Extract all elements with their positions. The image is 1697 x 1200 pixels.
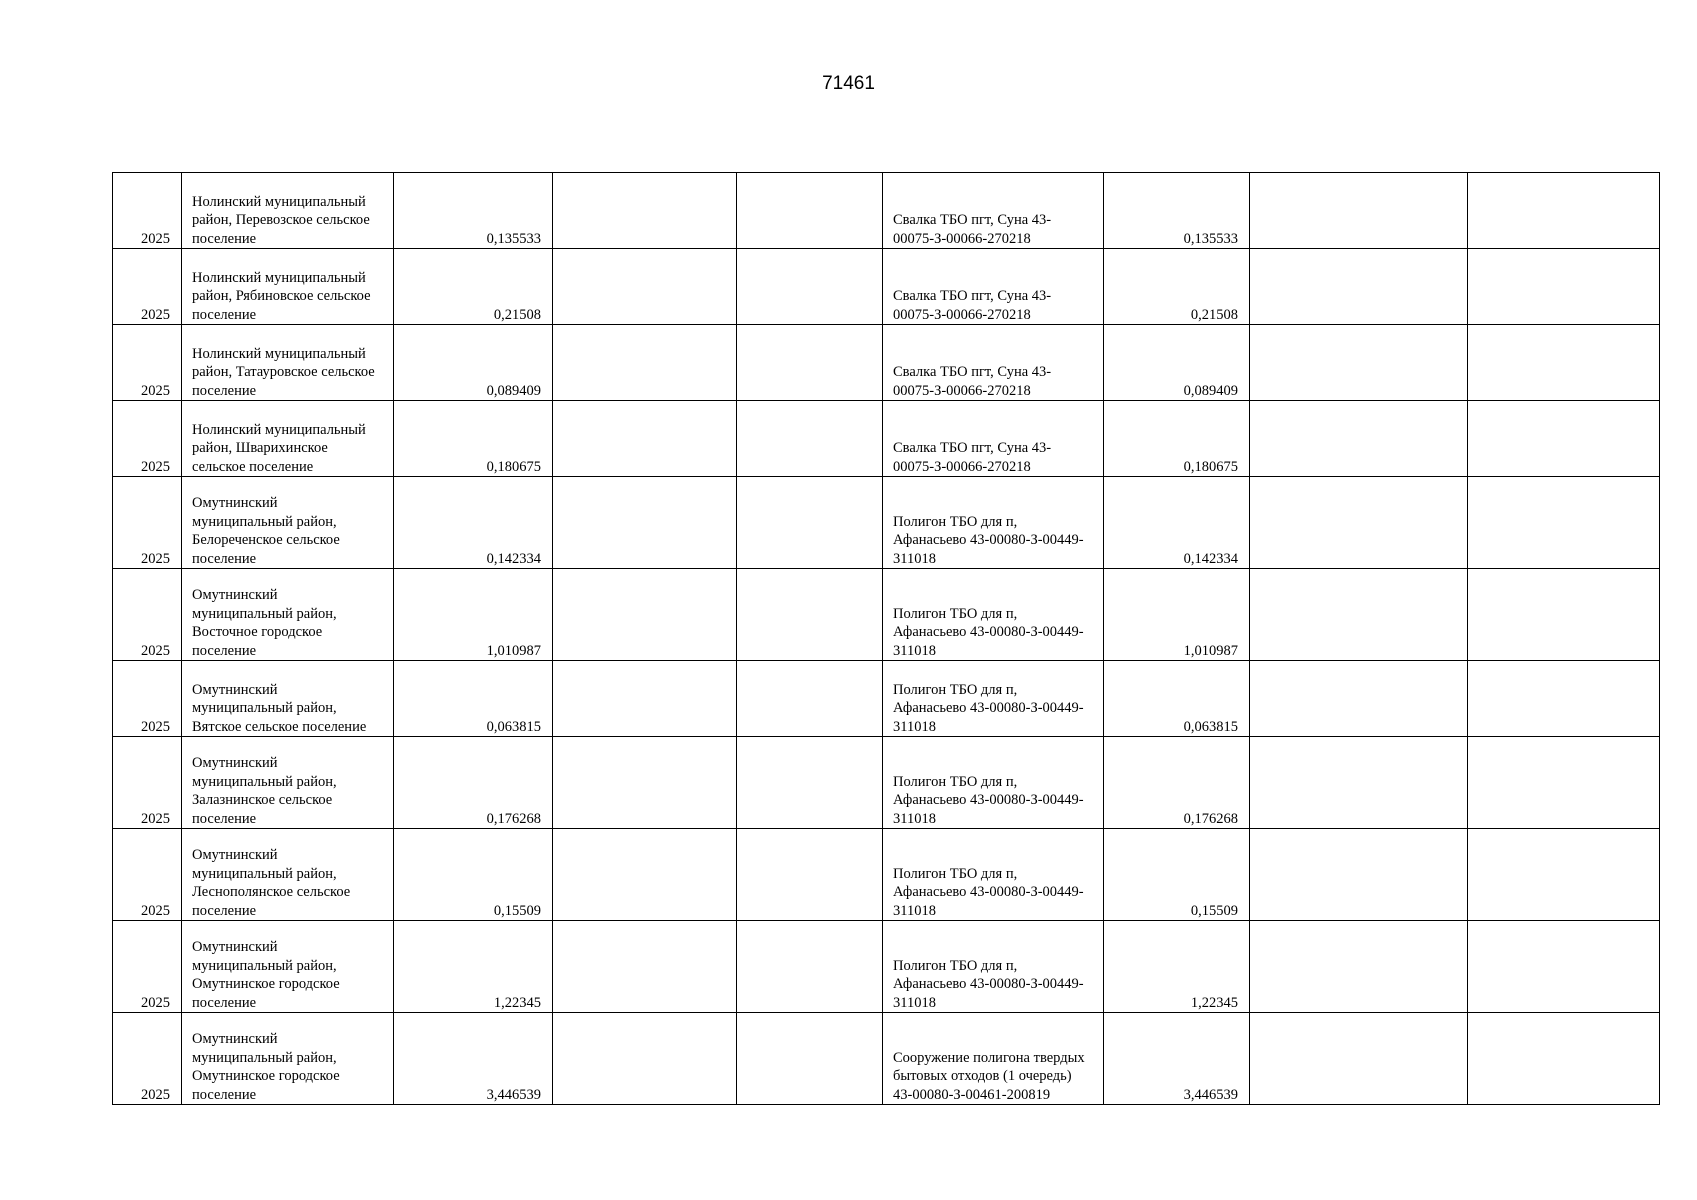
empty-cell [553, 173, 737, 249]
empty-cell [737, 477, 883, 569]
empty-cell [1250, 401, 1468, 477]
empty-cell [737, 921, 883, 1013]
territory-cell: Омутнинский муниципальный район, Леснополянское сельское поселение [182, 829, 394, 921]
empty-cell [737, 569, 883, 661]
facility-amount-cell: 0,15509 [1104, 829, 1250, 921]
empty-cell [1250, 173, 1468, 249]
territory-cell: Нолинский муниципальный район, Татауровское сельское поселение [182, 325, 394, 401]
table-body [113, 173, 1660, 1105]
empty-cell [1468, 921, 1660, 1013]
empty-cell [737, 829, 883, 921]
year-cell: 2025 [113, 173, 182, 249]
facility-amount-cell: 0,142334 [1104, 477, 1250, 569]
year-cell: 2025 [113, 1013, 182, 1105]
empty-cell [553, 829, 737, 921]
empty-cell [553, 325, 737, 401]
facility-amount-cell: 0,063815 [1104, 661, 1250, 737]
amount-cell: 1,010987 [394, 569, 553, 661]
territory-cell: Нолинский муниципальный район, Рябиновское сельское поселение [182, 249, 394, 325]
empty-cell [737, 249, 883, 325]
empty-cell [1250, 829, 1468, 921]
territory-cell: Нолинский муниципальный район, Перевозское сельское поселение [182, 173, 394, 249]
amount-cell: 0,180675 [394, 401, 553, 477]
amount-cell: 0,142334 [394, 477, 553, 569]
territory-cell: Омутнинский муниципальный район, Восточное городское поселение [182, 569, 394, 661]
empty-cell [553, 661, 737, 737]
facility-amount-cell: 3,446539 [1104, 1013, 1250, 1105]
facility-cell: Полигон ТБО для п, Афанасьево 43-00080-З-00449-311018 [883, 661, 1104, 737]
year-cell: 2025 [113, 401, 182, 477]
territory-cell: Омутнинский муниципальный район, Омутнинское городское поселение [182, 1013, 394, 1105]
facility-cell: Свалка ТБО пгт, Суна 43-00075-З-00066-270218 [883, 249, 1104, 325]
year-cell: 2025 [113, 249, 182, 325]
empty-cell [553, 921, 737, 1013]
empty-cell [1250, 1013, 1468, 1105]
facility-cell: Полигон ТБО для п, Афанасьево 43-00080-З-00449-311018 [883, 921, 1104, 1013]
empty-cell [1468, 249, 1660, 325]
empty-cell [553, 737, 737, 829]
empty-cell [1468, 325, 1660, 401]
empty-cell [1250, 661, 1468, 737]
territory-cell: Омутнинский муниципальный район, Вятское сельское поселение [182, 661, 394, 737]
empty-cell [1468, 173, 1660, 249]
empty-cell [1468, 401, 1660, 477]
empty-cell [1468, 661, 1660, 737]
facility-cell: Свалка ТБО пгт, Суна 43-00075-З-00066-270218 [883, 401, 1104, 477]
facility-cell: Сооружение полигона твердых бытовых отходов (1 очередь) 43-00080-З-00461-200819 [883, 1013, 1104, 1105]
year-cell: 2025 [113, 325, 182, 401]
territory-cell: Омутнинский муниципальный район, Залазнинское сельское поселение [182, 737, 394, 829]
facility-cell: Свалка ТБО пгт, Суна 43-00075-З-00066-270218 [883, 325, 1104, 401]
table-row [113, 569, 1660, 661]
empty-cell [1468, 477, 1660, 569]
empty-cell [1250, 921, 1468, 1013]
year-cell: 2025 [113, 829, 182, 921]
table-row [113, 829, 1660, 921]
empty-cell [737, 1013, 883, 1105]
amount-cell: 0,15509 [394, 829, 553, 921]
empty-cell [737, 737, 883, 829]
table-row [113, 477, 1660, 569]
empty-cell [1250, 569, 1468, 661]
facility-cell: Полигон ТБО для п, Афанасьево 43-00080-З-00449-311018 [883, 477, 1104, 569]
facility-amount-cell: 0,176268 [1104, 737, 1250, 829]
amount-cell: 0,135533 [394, 173, 553, 249]
territory-cell: Нолинский муниципальный район, Шварихинское сельское поселение [182, 401, 394, 477]
empty-cell [1468, 569, 1660, 661]
table-row [113, 1013, 1660, 1105]
empty-cell [737, 173, 883, 249]
year-cell: 2025 [113, 569, 182, 661]
table-row [113, 249, 1660, 325]
waste-flow-table [112, 172, 1660, 1105]
year-cell: 2025 [113, 477, 182, 569]
facility-amount-cell: 0,21508 [1104, 249, 1250, 325]
empty-cell [737, 325, 883, 401]
year-cell: 2025 [113, 661, 182, 737]
table-row [113, 173, 1660, 249]
facility-amount-cell: 0,180675 [1104, 401, 1250, 477]
table-row [113, 737, 1660, 829]
empty-cell [1250, 325, 1468, 401]
empty-cell [737, 661, 883, 737]
amount-cell: 0,21508 [394, 249, 553, 325]
empty-cell [1250, 249, 1468, 325]
empty-cell [1250, 737, 1468, 829]
facility-amount-cell: 1,010987 [1104, 569, 1250, 661]
territory-cell: Омутнинский муниципальный район, Омутнинское городское поселение [182, 921, 394, 1013]
empty-cell [1250, 477, 1468, 569]
table-row [113, 661, 1660, 737]
empty-cell [553, 477, 737, 569]
facility-amount-cell: 0,135533 [1104, 173, 1250, 249]
table-row [113, 401, 1660, 477]
amount-cell: 0,176268 [394, 737, 553, 829]
territory-cell: Омутнинский муниципальный район, Белореченское сельское поселение [182, 477, 394, 569]
facility-cell: Полигон ТБО для п, Афанасьево 43-00080-З-00449-311018 [883, 569, 1104, 661]
facility-cell: Свалка ТБО пгт, Суна 43-00075-З-00066-270218 [883, 173, 1104, 249]
facility-amount-cell: 0,089409 [1104, 325, 1250, 401]
facility-cell: Полигон ТБО для п, Афанасьево 43-00080-З-00449-311018 [883, 829, 1104, 921]
empty-cell [553, 401, 737, 477]
empty-cell [1468, 737, 1660, 829]
empty-cell [553, 1013, 737, 1105]
year-cell: 2025 [113, 737, 182, 829]
amount-cell: 3,446539 [394, 1013, 553, 1105]
amount-cell: 0,063815 [394, 661, 553, 737]
year-cell: 2025 [113, 921, 182, 1013]
empty-cell [553, 249, 737, 325]
page-number: 71461 [822, 73, 875, 94]
empty-cell [1468, 1013, 1660, 1105]
facility-cell: Полигон ТБО для п, Афанасьево 43-00080-З-00449-311018 [883, 737, 1104, 829]
empty-cell [1468, 829, 1660, 921]
amount-cell: 1,22345 [394, 921, 553, 1013]
table-row [113, 325, 1660, 401]
table-row [113, 921, 1660, 1013]
amount-cell: 0,089409 [394, 325, 553, 401]
empty-cell [553, 569, 737, 661]
facility-amount-cell: 1,22345 [1104, 921, 1250, 1013]
empty-cell [737, 401, 883, 477]
